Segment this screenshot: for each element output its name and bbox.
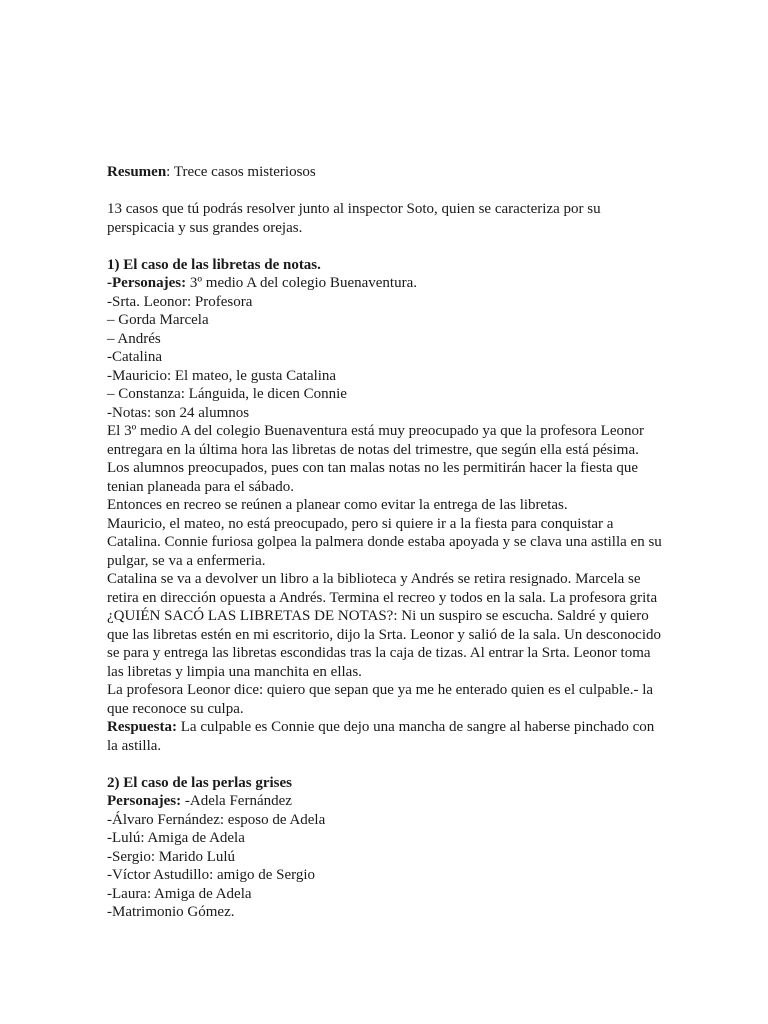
blank-line [107, 755, 663, 774]
character-line: – Gorda Marcela [107, 312, 209, 328]
case1-paragraph: Mauricio, el mateo, no está preocupado, pero si quiere ir a la fiesta para conquistar a Catalina. Connie furiosa golpea la palmera donde estaba apoyada y se clava una astilla en su pulgar, se va a enfermeria. [107, 515, 662, 569]
character-line: -Laura: Amiga de Adela [107, 885, 252, 902]
character-line: -Catalina [107, 349, 162, 365]
case1-personajes-label: -Personajes: [107, 275, 187, 291]
summary-line [107, 163, 663, 182]
blank-line [107, 182, 663, 201]
case1-personajes-line [107, 274, 663, 293]
respuesta-text: La culpable es Connie que dejo una mancha de sangre al haberse pinchado con la astilla. [107, 719, 655, 754]
case1-personajes-value: 3º medio A del colegio Buenaventura. [186, 275, 417, 291]
case1-title: 1) El caso de las libretas de notas. [107, 256, 321, 273]
character-line: – Andrés [107, 330, 161, 347]
respuesta-label: Respuesta: [107, 719, 177, 735]
document-content [107, 163, 663, 922]
character-line: – Constanza: Lánguida, le dicen Connie [107, 386, 347, 402]
case2-personajes-line [107, 792, 663, 811]
respuesta-line [107, 718, 663, 755]
character-line: -Víctor Astudillo: amigo de Sergio [107, 867, 316, 883]
blank-line [107, 237, 663, 256]
summary-text: : Trece casos misteriosos [166, 164, 316, 180]
case2-personajes-label: Personajes: [107, 793, 182, 809]
summary-label: Resumen [107, 164, 167, 180]
case1-paragraph: Entonces en recreo se reúnen a planear como evitar la entrega de las libretas. [107, 497, 568, 513]
case2-title: 2) El caso de las perlas grises [107, 774, 292, 791]
character-line: -Álvaro Fernández: esposo de Adela [107, 811, 326, 828]
character-line: -Srta. Leonor: Profesora [107, 293, 253, 310]
case1-paragraph: Catalina se va a devolver un libro a la biblioteca y Andrés se retira resignado. Marcela se retira en dirección opuesta a Andrés. Termina el recreo y todos en la sala. La profesora grita ¿QUIÉN SACÓ LAS LIBRETAS DE NOTAS?: Ni un suspiro se escucha. Saldré y quiero que las libretas estén en mi escritorio, dijo la Srta. Leonor y salió de la sala. Un desconocido se para y entrega las libretas escondidas tras la caja de tizas. Al entrar la Srta. Leonor toma las libretas y limpia una manchita en ellas. [107, 571, 662, 680]
case1-paragraph: El 3º medio A del colegio Buenaventura está muy preocupado ya que la profesora Leonor entregara en la última hora las libretas de notas del trimestre, que según ella está pésima. Los alumnos preocupados, pues con tan malas notas no les permitirán hacer la fiesta que tenian planeada para el sábado. [107, 423, 644, 495]
character-line: -Lulú: Amiga de Adela [107, 830, 245, 846]
character-line: -Notas: son 24 alumnos [107, 404, 250, 421]
case1-paragraph: La profesora Leonor dice: quiero que sepan que ya me he enterado quien es el culpable.- la que reconoce su culpa. [107, 682, 654, 717]
case2-personajes-value: -Adela Fernández [181, 793, 292, 809]
character-line: -Sergio: Marido Lulú [107, 848, 236, 865]
character-line: -Matrimonio Gómez. [107, 904, 235, 920]
intro-paragraph: 13 casos que tú podrás resolver junto al inspector Soto, quien se caracteriza por su perspicacia y sus grandes orejas. [107, 201, 601, 236]
character-line: -Mauricio: El mateo, le gusta Catalina [107, 367, 337, 384]
